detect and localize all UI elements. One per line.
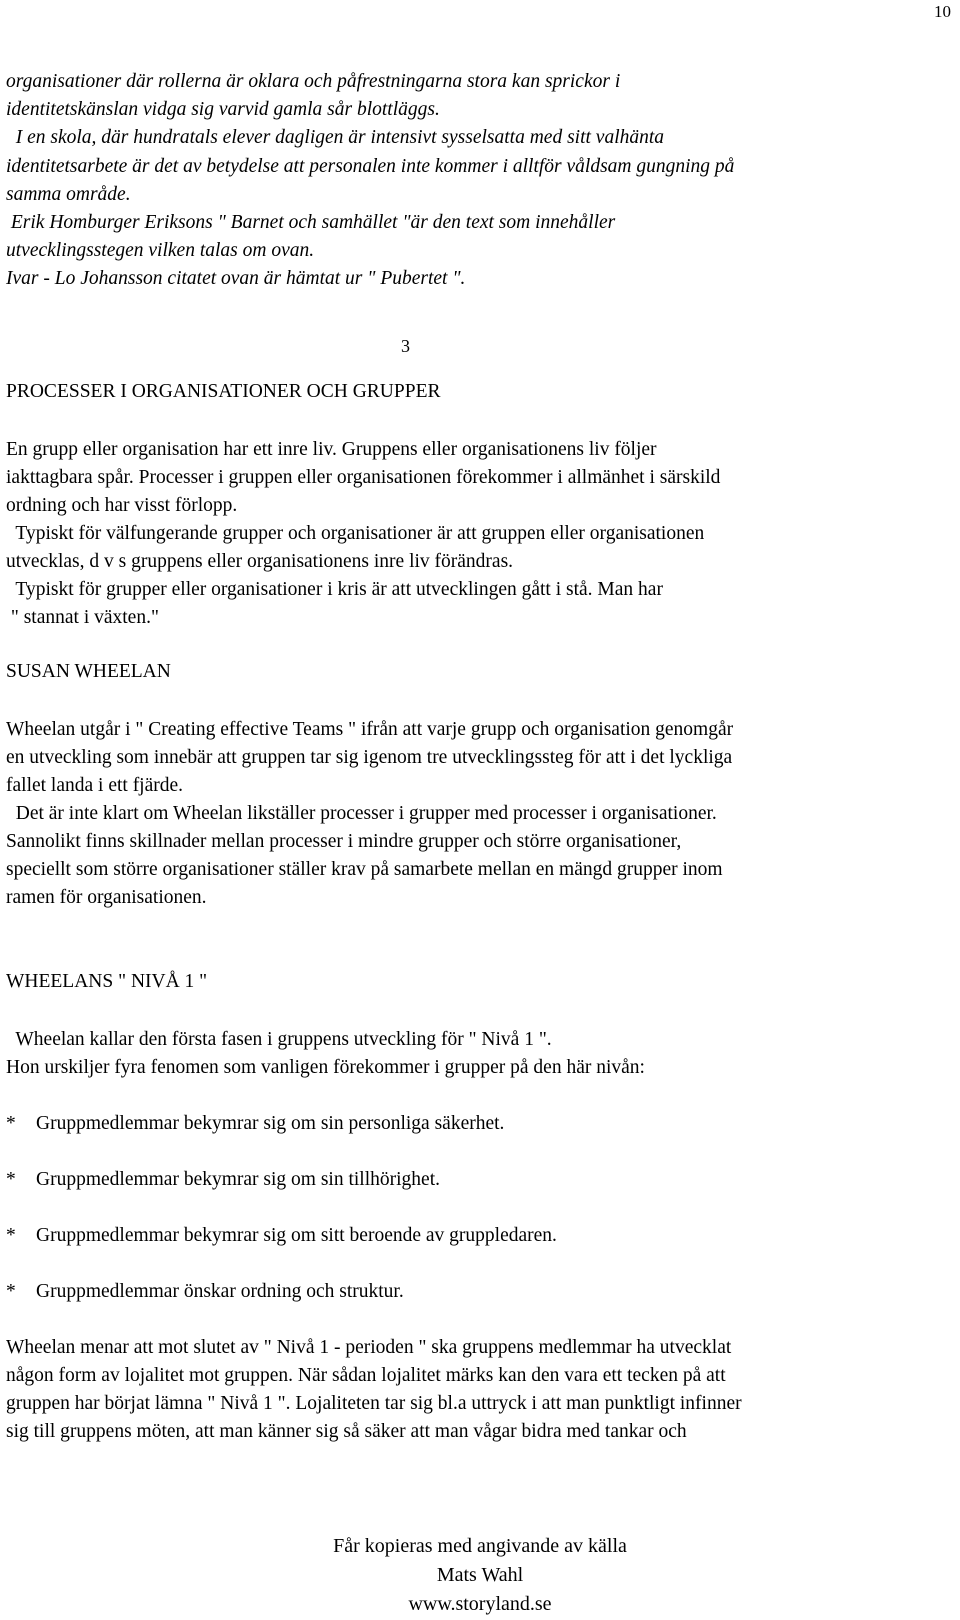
list-item-text: Gruppmedlemmar bekymrar sig om sin tillhörighet. [36, 1169, 441, 1190]
text-line: sig till gruppens möten, att man känner sig så säker att man vågar bidra med tankar och [6, 1421, 687, 1442]
bullet-marker: * [6, 1281, 16, 1302]
list-item-text: Gruppmedlemmar bekymrar sig om sin personliga säkerhet. [36, 1113, 505, 1134]
heading-wheelans-niva-1: WHEELANS " NIVÅ 1 " [6, 971, 208, 992]
text-line: Sannolikt finns skillnader mellan processer i mindre grupper och större organisationer, [6, 831, 682, 852]
footer-author: Mats Wahl [436, 1564, 524, 1586]
text-line: gruppen har börjat lämna " Nivå 1 ". Lojaliteten tar sig bl.a uttryck i att man punktligt infinner [6, 1393, 742, 1414]
text-line: Ivar - Lo Johansson citatet ovan är hämtat ur " Pubertet ". [6, 268, 466, 289]
text-line: Wheelan menar att mot slutet av " Nivå 1 - perioden " ska gruppens medlemmar ha utvecklat [6, 1337, 732, 1358]
text-line: ramen för organisationen. [6, 887, 207, 908]
text-line: Hon urskiljer fyra fenomen som vanligen förekommer i grupper på den här nivån: [6, 1057, 645, 1078]
text-line: en utveckling som innebär att gruppen tar sig igenom tre utvecklingssteg för att i det lyckliga [6, 747, 733, 768]
bullet-marker: * [6, 1225, 16, 1246]
text-line: Det är inte klart om Wheelan likställer processer i grupper med processer i organisationer. [6, 803, 717, 824]
list-item-text: Gruppmedlemmar önskar ordning och struktur. [36, 1281, 404, 1302]
text-line: identitetsarbete är det av betydelse att personalen inte kommer i alltför våldsam gungning på [6, 156, 735, 177]
text-line: någon form av lojalitet mot gruppen. När sådan lojalitet märks kan den vara ett tecken på att [6, 1365, 726, 1386]
text-line: organisationer där rollerna är oklara och påfrestningarna stora kan sprickor i [6, 71, 621, 92]
text-line: Erik Homburger Eriksons " Barnet och samhället "är den text som innehåller [6, 212, 616, 233]
text-line: " stannat i växten." [6, 607, 159, 628]
text-line: utvecklingsstegen vilken talas om ovan. [6, 240, 315, 261]
footer-website: www.storyland.se [408, 1593, 552, 1615]
text-line: Typiskt för välfungerande grupper och organisationer är att gruppen eller organisationen [6, 523, 705, 544]
text-line: Typiskt för grupper eller organisationer i kris är att utvecklingen gått i stå. Man har [6, 579, 663, 600]
text-line: ordning och har visst förlopp. [6, 495, 238, 516]
text-line: I en skola, där hundratals elever dagligen är intensivt sysselsatta med sitt valhänta [6, 127, 665, 148]
text-line: speciellt som större organisationer ställer krav på samarbete mellan en mängd grupper inom [6, 859, 723, 880]
bullet-marker: * [6, 1169, 16, 1190]
list-item-text: Gruppmedlemmar bekymrar sig om sitt beroende av gruppledaren. [36, 1225, 557, 1246]
text-line: fallet landa i ett fjärde. [6, 775, 184, 796]
text-line: samma område. [6, 184, 131, 205]
heading-susan-wheelan: SUSAN WHEELAN [6, 661, 171, 682]
page-number: 10 [934, 2, 951, 21]
text-line: En grupp eller organisation har ett inre liv. Gruppens eller organisationens liv följer [6, 439, 657, 460]
text-line: iakttagbara spår. Processer i gruppen eller organisationen förekommer i allmänhet i särskild [6, 467, 721, 488]
text-line: identitetskänslan vidga sig varvid gamla sår blottläggs. [6, 99, 440, 120]
bullet-marker: * [6, 1113, 16, 1134]
text-line: Wheelan utgår i " Creating effective Teams " ifrån att varje grupp och organisation genomgår [6, 719, 734, 740]
text-line: utvecklas, d v s gruppens eller organisationens inre liv förändras. [6, 551, 514, 572]
footer-copy-notice: Får kopieras med angivande av källa [333, 1535, 627, 1557]
section-number: 3 [401, 336, 410, 356]
heading-processer: PROCESSER I ORGANISATIONER OCH GRUPPER [6, 381, 441, 402]
text-line: Wheelan kallar den första fasen i gruppens utveckling för " Nivå 1 ". [6, 1029, 552, 1050]
